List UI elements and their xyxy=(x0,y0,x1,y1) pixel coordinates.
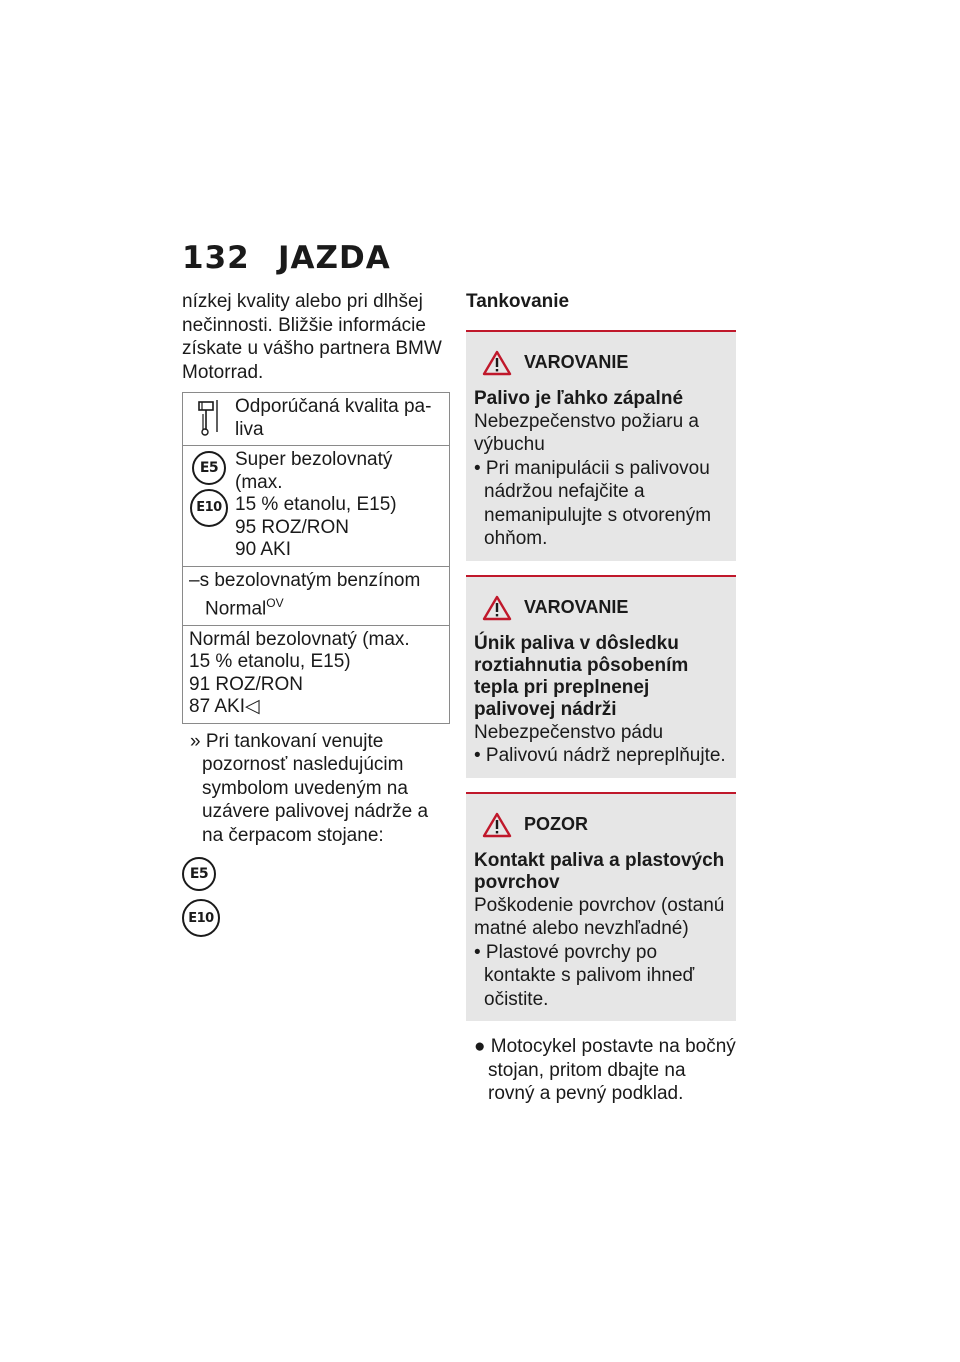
caution-label: POZOR xyxy=(524,813,589,834)
e5-badge-icon: E5 xyxy=(192,451,226,485)
normal-fuel-line: 87 AKI◁ xyxy=(189,696,260,718)
page-header xyxy=(182,240,391,276)
warning-title: Únik paliva v dôsledku roztiahnutia pôsobením tepla pri preplnenej palivovej nádrži xyxy=(474,632,689,720)
table-row xyxy=(183,625,450,723)
chapter-title: JAZDA xyxy=(278,240,391,276)
super-fuel-line: 95 ROZ/RON xyxy=(235,516,350,538)
e10-badge-icon: E10 xyxy=(182,899,220,937)
section-title: Tankovanie xyxy=(466,291,570,312)
refuel-instruction: » Pri tankovaní venujte pozornosť nasledujúcim symbolom uvedeným na uzávere palivovej nádrže a na čerpacom stojane: xyxy=(190,730,429,846)
intro-text: nízkej kvality alebo pri dlhšej nečinnosti. Bližšie informácie získate u vášho partnera BMW Motorrad. xyxy=(182,291,442,383)
left-column xyxy=(182,290,450,937)
normal-fuel-line: Normál bezolovnatý (max. xyxy=(189,628,410,650)
caution-body: Poškodenie povrchov (ostanú matné alebo nevzhľadné) xyxy=(474,894,725,939)
table-row xyxy=(183,446,450,567)
table-row xyxy=(183,566,450,625)
page-number: 132 xyxy=(182,240,250,276)
e5-badge-icon: E5 xyxy=(182,857,216,891)
caution-bullet: • Plastové povrchy po kontakte s palivom ihneď očistite. xyxy=(474,941,695,1010)
warning-label: VAROVANIE xyxy=(524,596,629,617)
normal-fuel-line: 15 % etanolu, E15) xyxy=(189,651,351,673)
warning-triangle-icon xyxy=(482,350,512,376)
warning-body: Nebezpečenstvo požiaru a výbuchu xyxy=(474,410,699,455)
normal-fuel-line: 91 ROZ/RON xyxy=(189,673,304,695)
warning-bullet: • Palivovú nádrž nepreplňujte. xyxy=(474,745,726,766)
warning-box xyxy=(466,575,736,778)
normal-option-text: –s bezolovnatým benzínom Normal xyxy=(189,569,421,620)
warning-box xyxy=(466,330,736,561)
warning-title: Palivo je ľahko zápalné xyxy=(474,387,684,409)
option-superscript: OV xyxy=(266,596,284,610)
table-row xyxy=(183,393,450,446)
warning-bullet: • Pri manipulácii s palivovou nádržou nefajčite a nemanipulujte s otvoreným ohňom. xyxy=(474,457,712,549)
recommended-fuel-label: Odporúčaná kvalita pa-liva xyxy=(235,396,432,440)
fuel-symbols xyxy=(182,857,450,937)
warning-body: Nebezpečenstvo pádu xyxy=(474,721,664,743)
super-fuel-line: 15 % etanolu, E15) xyxy=(235,494,397,515)
super-fuel-line: 90 AKI xyxy=(235,539,291,560)
super-fuel-line: Super bezolovnatý (max. xyxy=(235,449,393,493)
warning-label: VAROVANIE xyxy=(524,351,629,372)
warning-triangle-icon xyxy=(482,595,512,621)
step-instruction: ● Motocykel postavte na bočný stojan, pritom dbajte na rovný a pevný podklad. xyxy=(474,1036,736,1104)
caution-box xyxy=(466,792,736,1022)
right-column xyxy=(466,290,736,1106)
caution-title: Kontakt paliva a plastových povrchov xyxy=(474,849,725,893)
e10-badge-icon: E10 xyxy=(190,489,228,527)
warning-triangle-icon xyxy=(482,812,512,838)
fuel-pump-icon xyxy=(197,398,221,438)
fuel-quality-table xyxy=(182,392,450,724)
